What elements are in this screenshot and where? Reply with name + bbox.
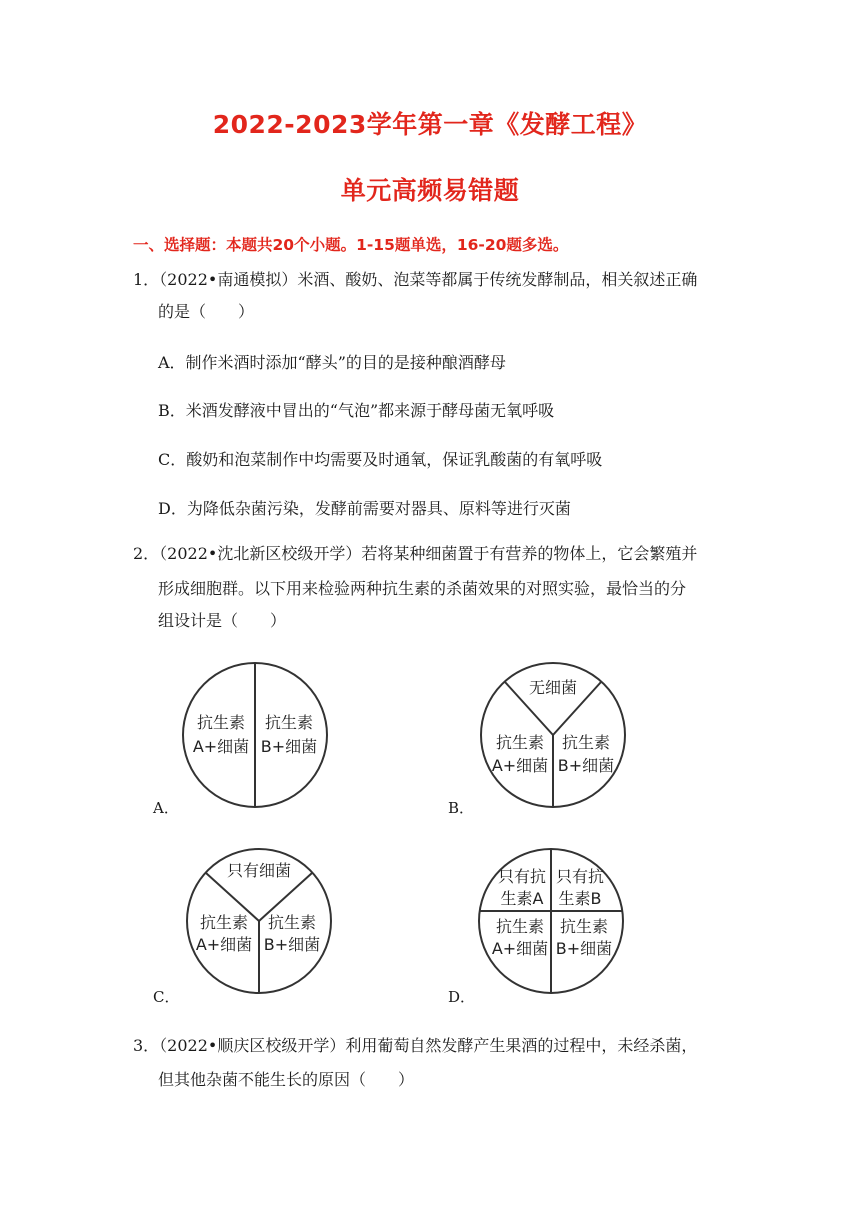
page-subtitle: 单元高频易错题: [340, 176, 520, 205]
diagram-c-label: C．: [153, 988, 180, 1006]
diagram-b-top-text: 无细菌: [528, 678, 578, 697]
diagram-d-label: D．: [448, 988, 476, 1006]
question-3-line-2: 但其他杂菌不能生长的原因（ ）: [158, 1070, 415, 1089]
diagram-a-left-line-2: A+细菌: [192, 737, 250, 756]
diagram-c-right-line-2: B+细菌: [263, 935, 321, 954]
diagram-d-tr-line-2: 生素B: [558, 889, 602, 908]
diagram-d-bl-line-2: A+细菌: [491, 939, 549, 958]
diagram-b-right-line-1: 抗生素: [561, 733, 611, 752]
diagram-b-label: B．: [448, 799, 475, 817]
diagram-a-label: A．: [153, 799, 179, 817]
question-1-line-2: 的是（ ）: [158, 302, 255, 321]
question-3-line-1: 3．（2022•顺庆区校级开学）利用葡萄自然发酵产生果酒的过程中，未经杀菌，: [133, 1036, 698, 1055]
diagram-b-left-line-1: 抗生素: [495, 733, 545, 752]
diagram-a: [180, 660, 330, 810]
diagram-c-right-line-1: 抗生素: [267, 913, 317, 932]
question-2-line-1: 2．（2022•沈北新区校级开学）若将某种细菌置于有营养的物体上，它会繁殖并: [133, 544, 698, 563]
diagram-c-top-text: 只有细菌: [226, 861, 292, 880]
page-title: 2022-2023学年第一章《发酵工程》: [212, 110, 648, 139]
question-1-option-a: A．制作米酒时添加“酵头”的目的是接种酿酒酵母: [158, 353, 506, 372]
section-heading: 一、选择题：本题共20个小题。1-15题单选，16-20题多选。: [133, 236, 569, 254]
diagram-d-tl-line-2: 生素A: [500, 889, 544, 908]
diagram-a-left-line-1: 抗生素: [196, 713, 246, 732]
diagram-d-br-line-1: 抗生素: [559, 917, 609, 936]
diagram-d-bl-line-1: 抗生素: [495, 917, 545, 936]
diagram-b-left-line-2: A+细菌: [491, 756, 549, 775]
question-1-option-c: C．酸奶和泡菜制作中均需要及时通氧，保证乳酸菌的有氧呼吸: [158, 450, 603, 469]
diagram-c-left-line-2: A+细菌: [195, 935, 253, 954]
diagram-d-br-line-2: B+细菌: [555, 939, 613, 958]
diagram-c: [184, 846, 334, 996]
diagram-b: [478, 660, 628, 810]
diagram-a-right-line-2: B+细菌: [260, 737, 318, 756]
diagram-d-tr-line-1: 只有抗: [555, 867, 605, 886]
question-1-line-1: 1．（2022•南通模拟）米酒、酸奶、泡菜等都属于传统发酵制品，相关叙述正确: [133, 270, 698, 289]
diagram-b-right-line-2: B+细菌: [557, 756, 615, 775]
diagram-a-right-line-1: 抗生素: [264, 713, 314, 732]
diagram-c-left-line-1: 抗生素: [199, 913, 249, 932]
diagram-d: [476, 846, 626, 996]
question-2-line-2: 形成细胞群。以下用来检验两种抗生素的杀菌效果的对照实验，最恰当的分: [158, 579, 687, 598]
diagram-d-tl-line-1: 只有抗: [497, 867, 547, 886]
question-1-option-b: B．米酒发酵液中冒出的“气泡”都来源于酵母菌无氧呼吸: [158, 401, 555, 420]
question-2-line-3: 组设计是（ ）: [158, 611, 287, 630]
question-1-option-d: D．为降低杂菌污染，发酵前需要对器具、原料等进行灭菌: [158, 499, 571, 518]
